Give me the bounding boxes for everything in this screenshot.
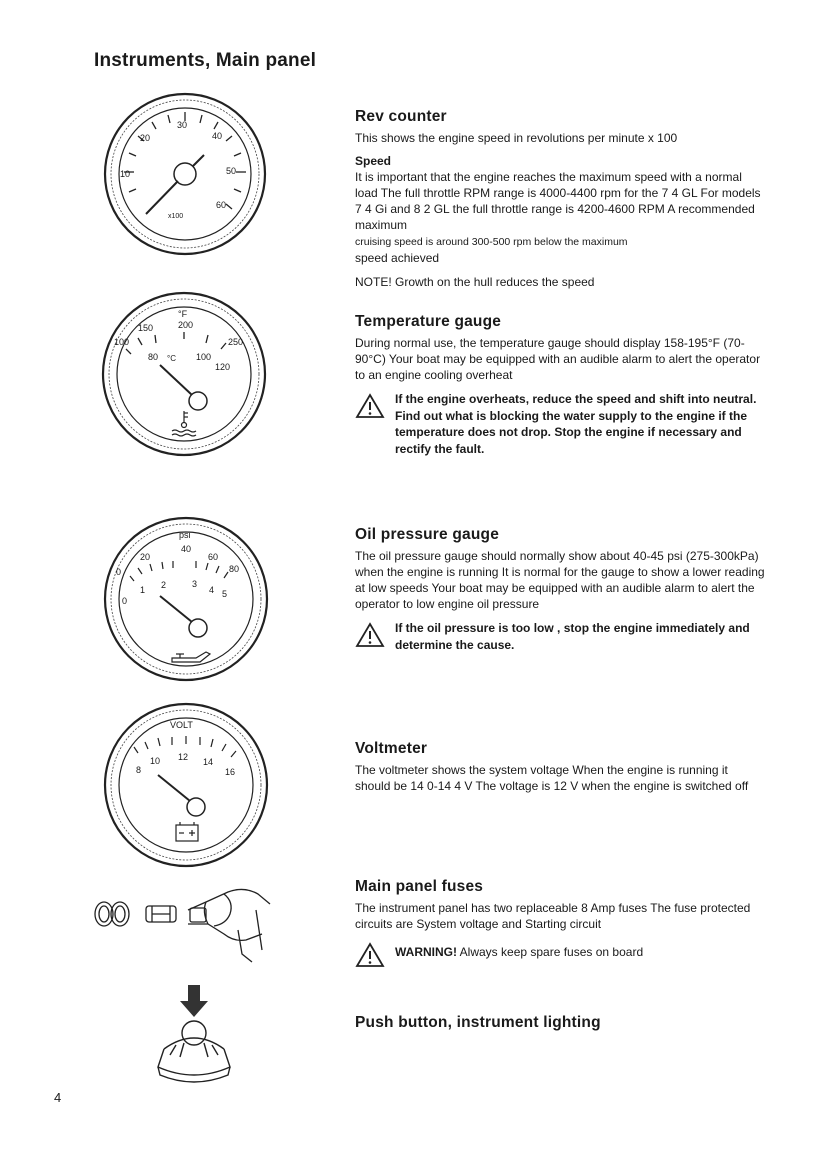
rev-counter-note: NOTE! Growth on the hull reduces the speed	[355, 275, 595, 289]
oil-text: The oil pressure gauge should normally show about 40-45 psi (275-300kPa) when the engine is running It is normal for the gauge to show a lower reading at low speeds Your boat may be equipped with an audible alarm to alert the operator to low engine oil pressure	[355, 549, 765, 611]
rev-label-60: 60	[216, 200, 227, 210]
voltmeter-heading: Voltmeter	[355, 740, 428, 757]
voltmeter-section	[355, 740, 765, 802]
volt-label-14: 14	[203, 757, 214, 767]
warning-triangle-icon	[355, 942, 385, 968]
rev-counter-section	[355, 108, 765, 298]
rev-label-30: 30	[177, 120, 188, 130]
fuses-text: The instrument panel has two replaceable 8 Amp fuses The fuse protected circuits are System voltage and Starting circuit	[355, 901, 751, 931]
fuses-section	[355, 878, 765, 960]
temp-f-150: 150	[138, 323, 154, 333]
oil-bar-3: 3	[192, 579, 198, 589]
temp-unit-c: °C	[167, 354, 176, 363]
oil-bar-5: 5	[222, 589, 228, 599]
warning-triangle-icon	[355, 393, 385, 419]
rev-counter-intro: This shows the engine speed in revolutions per minute x 100	[355, 131, 678, 145]
rev-unit: x100	[168, 213, 184, 220]
volt-label-10: 10	[150, 756, 161, 766]
temp-c-100: 100	[196, 352, 212, 362]
battery-icon	[176, 822, 198, 841]
temp-unit-f: °F	[178, 309, 188, 319]
rev-label-20: 20	[140, 133, 151, 143]
oil-psi-60: 60	[208, 552, 219, 562]
oil-bar-4: 4	[209, 585, 215, 595]
speed-text: It is important that the engine reaches the maximum speed with a normal load The full throttle RPM range is 4000-4400 rpm for the 7 4 GL For models 7 4 Gi and 8 2 GL the full throttle range is 4200-4600 RPM A recommended maximum	[355, 170, 761, 232]
temperature-warning	[355, 391, 765, 457]
oil-warning-text: If the oil pressure is too low , stop the engine immediately and determine the cause.	[395, 621, 750, 652]
temp-c-80: 80	[148, 352, 159, 362]
fuses-warning	[355, 940, 765, 960]
fuse-holder-icon	[95, 902, 129, 926]
fuses-heading: Main panel fuses	[355, 878, 484, 895]
oil-psi-40: 40	[181, 544, 192, 554]
temp-f-200: 200	[178, 320, 194, 330]
coolant-icon	[172, 411, 196, 436]
oil-bar-0: 0	[122, 596, 128, 606]
fuses-illustration	[88, 870, 278, 970]
temperature-gauge-figure	[98, 283, 270, 465]
oil-psi-0: 0	[116, 567, 122, 577]
rev-label-40: 40	[212, 131, 223, 141]
fuses-warning-label: WARNING!	[395, 945, 457, 959]
page-title: Instruments, Main panel	[94, 50, 317, 71]
oil-pressure-section	[355, 526, 765, 653]
temp-f-250: 250	[228, 337, 244, 347]
rev-label-50: 50	[226, 166, 237, 176]
oil-psi-80: 80	[229, 564, 240, 574]
fuses-warning-text: Always keep spare fuses on board	[459, 945, 644, 959]
warning-triangle-icon	[355, 622, 385, 648]
push-button-icon	[158, 1021, 230, 1082]
oil-heading: Oil pressure gauge	[355, 526, 500, 543]
speed-text-small: cruising speed is around 300-500 rpm below the maximum	[355, 236, 628, 248]
oil-bar-2: 2	[161, 580, 167, 590]
volt-label-8: 8	[136, 765, 142, 775]
oil-psi-20: 20	[140, 552, 151, 562]
fuse-icon	[146, 906, 176, 922]
temperature-warning-text: If the engine overheats, reduce the speed and shift into neutral. Find out what is blocking the water supply to the engine if the temperature does not drop. Stop the engine if necessary and rectify the fault.	[395, 392, 757, 456]
speed-heading: Speed	[355, 154, 392, 168]
oil-pressure-gauge-figure	[100, 508, 272, 690]
push-button-heading: Push button, instrument lighting	[355, 1014, 601, 1031]
oil-warning	[355, 620, 765, 653]
arrow-down-icon	[180, 985, 208, 1017]
volt-label-12: 12	[178, 752, 189, 762]
volt-label-16: 16	[225, 767, 236, 777]
oil-bar-1: 1	[140, 585, 146, 595]
temperature-section	[355, 313, 765, 457]
temperature-heading: Temperature gauge	[355, 313, 502, 330]
voltmeter-gauge-figure	[100, 695, 272, 875]
push-button-illustration	[150, 985, 240, 1085]
rev-counter-heading: Rev counter	[355, 108, 447, 125]
oil-can-icon	[172, 652, 210, 662]
page-number: 4	[54, 1090, 62, 1105]
rev-counter-gauge-figure	[100, 88, 270, 268]
oil-unit: psi	[179, 530, 191, 540]
speed-text-end: speed achieved	[355, 251, 440, 265]
push-button-section	[355, 1014, 765, 1036]
voltmeter-text: The voltmeter shows the system voltage When the engine is running it should be 14 0-14 4 V The voltage is 12 V when the engine is switched off	[355, 763, 749, 793]
rev-label-10: 10	[120, 169, 131, 179]
temp-c-120: 120	[215, 362, 231, 372]
temp-f-100: 100	[114, 337, 130, 347]
temperature-text: During normal use, the temperature gauge should display 158-195°F (70-90°C) Your boat may be equipped with an audible alarm to alert the operator to an engine cooling overheat	[355, 336, 761, 382]
volt-unit: VOLT	[170, 720, 193, 730]
hand-icon	[188, 889, 270, 962]
